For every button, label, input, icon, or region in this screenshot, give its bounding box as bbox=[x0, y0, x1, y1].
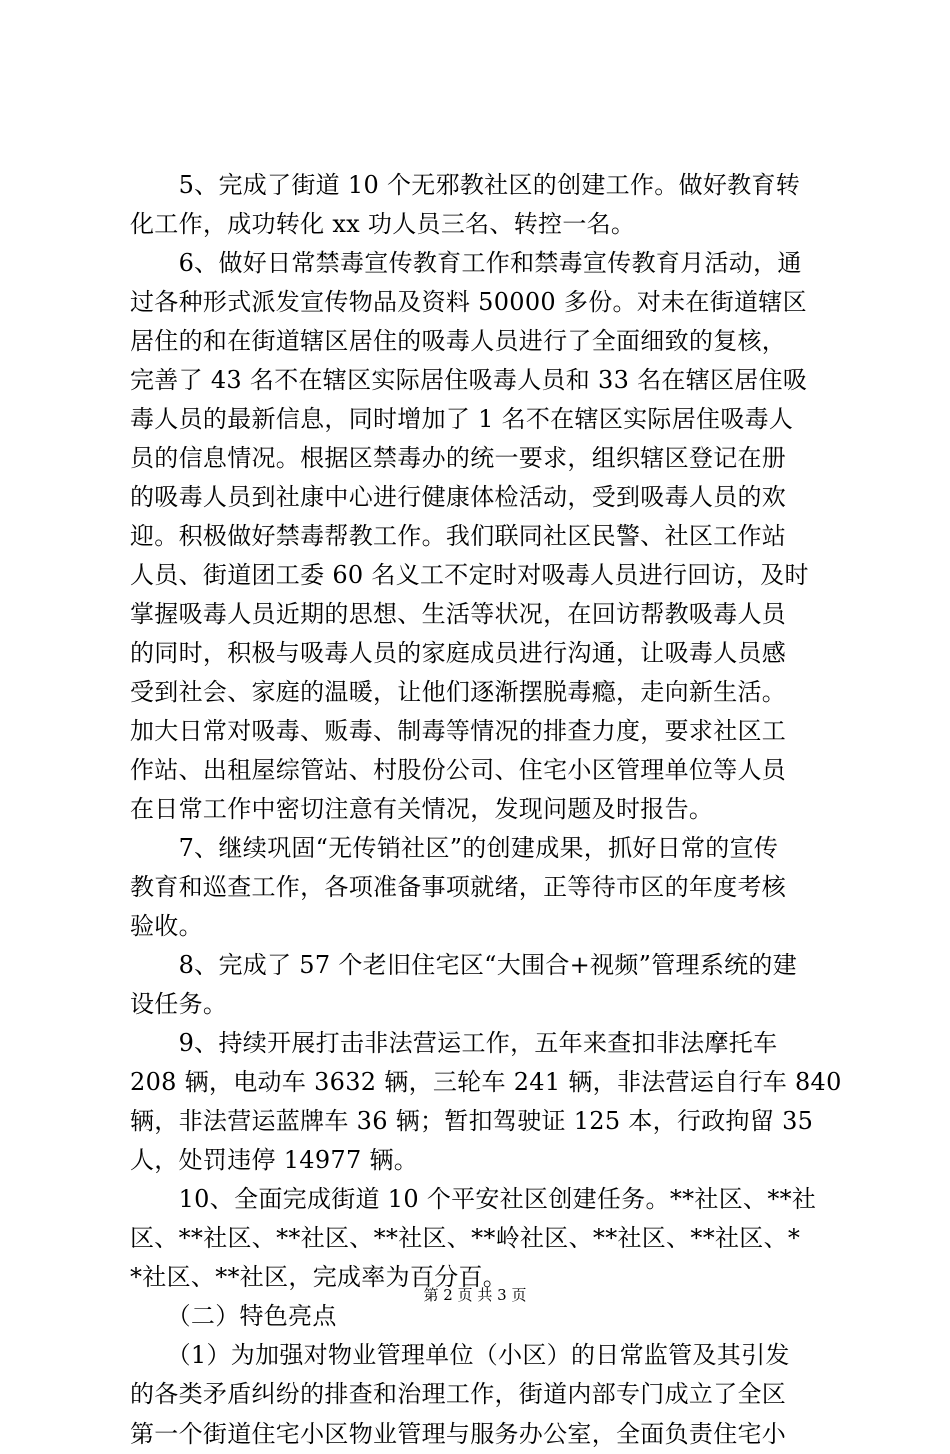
text-line: 受到社会、家庭的温暖，让他们逐渐摆脱毒瘾，走向新生活。 bbox=[130, 678, 787, 706]
text-line: 掌握吸毒人员近期的思想、生活等状况，在回访帮教吸毒人员 bbox=[130, 600, 787, 628]
text-line: 设任务。 bbox=[130, 990, 228, 1018]
text-line: 8、完成了 57 个老旧住宅区“大围合+视频”管理系统的建 bbox=[130, 951, 798, 979]
text-line: 的同时，积极与吸毒人员的家庭成员进行沟通，让吸毒人员感 bbox=[130, 639, 787, 667]
text-line: 作站、出租屋综管站、村股份公司、住宅小区管理单位等人员 bbox=[130, 756, 787, 784]
text-line: 10、全面完成街道 10 个平安社区创建任务。**社区、**社 bbox=[130, 1185, 817, 1213]
text-line: 的各类矛盾纠纷的排查和治理工作，街道内部专门成立了全区 bbox=[130, 1380, 787, 1408]
text-line: 9、持续开展打击非法营运工作，五年来查扣非法摩托车 bbox=[130, 1029, 778, 1057]
text-line: 毒人员的最新信息，同时增加了 1 名不在辖区实际居住吸毒人 bbox=[130, 405, 794, 433]
text-line: 208 辆，电动车 3632 辆，三轮车 241 辆，非法营运自行车 840 bbox=[130, 1068, 842, 1096]
text-line: 人员、街道团工委 60 名义工不定时对吸毒人员进行回访，及时 bbox=[130, 561, 809, 589]
text-line: 居住的和在街道辖区居住的吸毒人员进行了全面细致的复核， bbox=[130, 327, 787, 355]
text-line: 迎。积极做好禁毒帮教工作。我们联同社区民警、社区工作站 bbox=[130, 522, 787, 550]
text-line: 辆，非法营运蓝牌车 36 辆；暂扣驾驶证 125 本，行政拘留 35 bbox=[130, 1107, 814, 1135]
section-heading: （二）特色亮点 bbox=[130, 1302, 337, 1330]
text-line: 5、完成了街道 10 个无邪教社区的创建工作。做好教育转 bbox=[130, 171, 801, 199]
text-line: 7、继续巩固“无传销社区”的创建成果，抓好日常的宣传 bbox=[130, 834, 779, 862]
text-line: 人，处罚违停 14977 辆。 bbox=[130, 1146, 419, 1174]
page-footer: 第 2 页 共 3 页 bbox=[423, 1286, 527, 1304]
text-line: 过各种形式派发宣传物品及资料 50000 多份。对未在街道辖区 bbox=[130, 288, 807, 316]
text-line: 6、做好日常禁毒宣传教育工作和禁毒宣传教育月活动，通 bbox=[130, 249, 802, 277]
text-line: 验收。 bbox=[130, 912, 203, 940]
text-line: 教育和巡查工作，各项准备事项就绪，正等待市区的年度考核 bbox=[130, 873, 787, 901]
text-line: *社区、**社区，完成率为百分百。 bbox=[130, 1263, 508, 1291]
text-line: 完善了 43 名不在辖区实际居住吸毒人员和 33 名在辖区居住吸 bbox=[130, 366, 808, 394]
text-line: （1）为加强对物业管理单位（小区）的日常监管及其引发 bbox=[130, 1341, 790, 1369]
text-line: 的吸毒人员到社康中心进行健康体检活动，受到吸毒人员的欢 bbox=[130, 483, 787, 511]
body-text bbox=[130, 166, 842, 1454]
text-line: 第一个街道住宅小区物业管理与服务办公室，全面负责住宅小 bbox=[130, 1420, 787, 1448]
text-line: 在日常工作中密切注意有关情况，发现问题及时报告。 bbox=[130, 795, 714, 823]
text-line: 化工作，成功转化 xx 功人员三名、转控一名。 bbox=[130, 210, 636, 238]
text-line: 加大日常对吸毒、贩毒、制毒等情况的排查力度，要求社区工 bbox=[130, 717, 787, 745]
text-line: 员的信息情况。根据区禁毒办的统一要求，组织辖区登记在册 bbox=[130, 444, 787, 472]
text-line: 区、**社区、**社区、**社区、**岭社区、**社区、**社区、* bbox=[130, 1224, 801, 1252]
